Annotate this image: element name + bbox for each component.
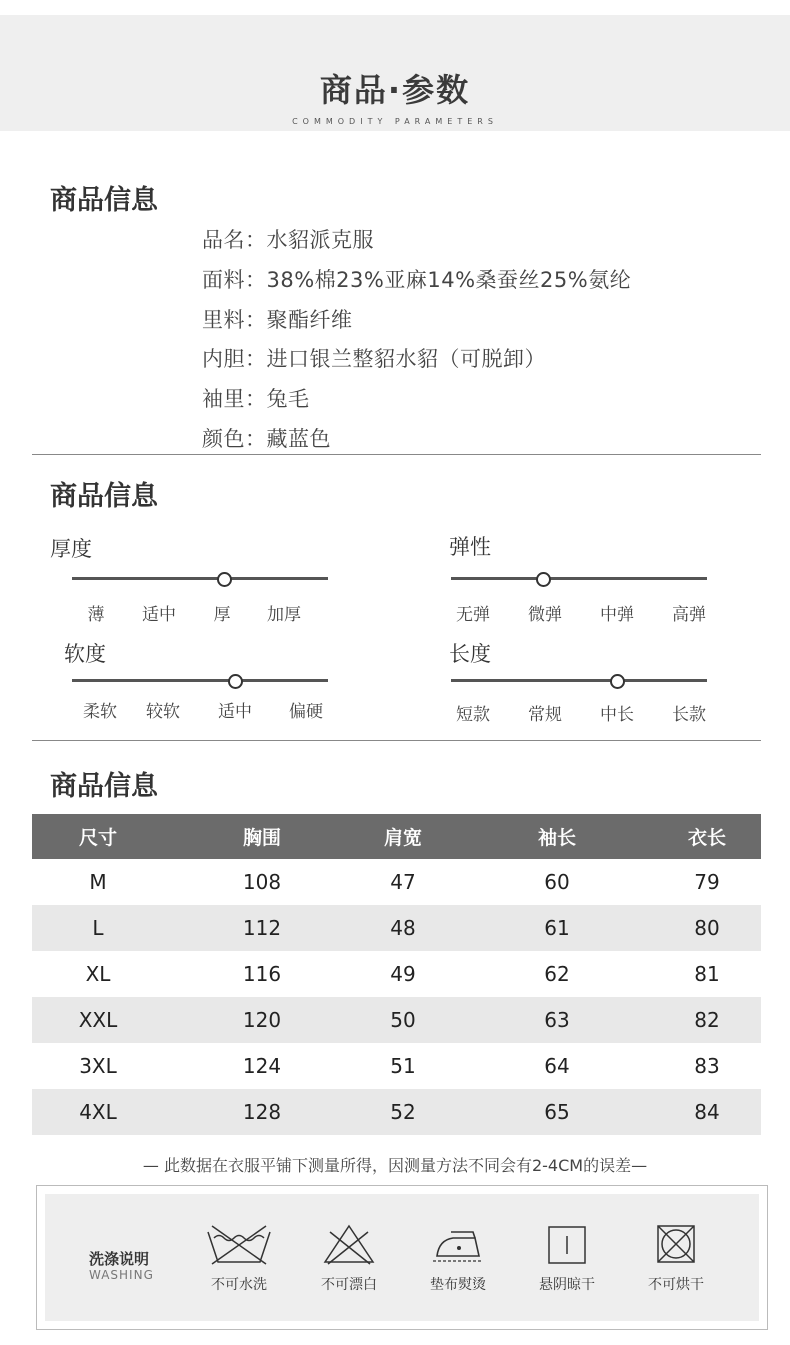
table-row	[32, 1089, 761, 1135]
thickness-option: 适中	[142, 605, 176, 625]
washing-panel-inner	[45, 1194, 759, 1321]
thickness-option: 薄	[87, 605, 105, 625]
header-cell: 胸围	[242, 827, 281, 849]
divider	[32, 740, 761, 741]
table-cell: 65	[544, 1100, 570, 1124]
table-cell: 60	[544, 870, 570, 894]
divider	[32, 454, 761, 455]
elasticity-track	[451, 577, 707, 580]
elasticity-option: 微弹	[528, 605, 562, 625]
washing-item	[418, 1222, 498, 1294]
softness-option: 较软	[146, 702, 180, 722]
size-section-title: 商品信息	[50, 771, 158, 802]
size-table	[32, 814, 761, 1135]
measurement-note: — 此数据在衣服平铺下测量所得，因测量方法不同会有2-4CM的误差—	[142, 1156, 648, 1175]
table-cell: 120	[242, 1008, 282, 1032]
table-cell: 82	[694, 1008, 720, 1032]
info-name: 品名：水貂派克服	[202, 228, 374, 252]
table-header-row	[32, 814, 761, 859]
table-row	[32, 859, 761, 905]
table-cell: 3XL	[79, 1054, 117, 1078]
header-title: 商品·参数	[319, 71, 471, 109]
hang-dry-shade-icon	[532, 1222, 602, 1266]
washing-label: 不可漂白	[321, 1277, 377, 1293]
table-cell: 4XL	[79, 1100, 117, 1124]
softness-option: 柔软	[83, 702, 117, 722]
table-cell: 112	[242, 916, 282, 940]
header-cell: 尺寸	[78, 827, 117, 849]
table-cell: 116	[242, 962, 282, 986]
washing-label: 垫布熨烫	[430, 1277, 486, 1293]
table-cell: L	[92, 916, 104, 940]
length-option: 中长	[600, 705, 634, 725]
elasticity-option: 高弹	[672, 605, 706, 625]
table-row	[32, 997, 761, 1043]
softness-track	[72, 679, 328, 682]
table-cell: XL	[85, 962, 111, 986]
softness-option: 偏硬	[289, 702, 323, 722]
table-cell: 62	[544, 962, 570, 986]
iron-with-cloth-icon	[423, 1222, 493, 1266]
info-inner-liner: 内胆：进口银兰整貂水貂（可脱卸）	[202, 347, 546, 371]
table-row	[32, 1043, 761, 1089]
header-subtitle: COMMODITY PARAMETERS	[292, 117, 498, 126]
length-knob	[610, 674, 625, 689]
table-cell: 49	[390, 962, 416, 986]
length-option: 短款	[456, 705, 490, 725]
length-option: 长款	[672, 705, 706, 725]
no-tumble-dry-icon	[641, 1222, 711, 1266]
table-cell: 52	[390, 1100, 416, 1124]
table-cell: 51	[390, 1054, 416, 1078]
table-cell: 124	[242, 1054, 282, 1078]
softness-option: 适中	[218, 702, 252, 722]
washing-item	[309, 1222, 389, 1294]
washing-label: 不可烘干	[648, 1277, 704, 1293]
thickness-knob	[217, 572, 232, 587]
elasticity-option: 无弹	[456, 605, 490, 625]
table-cell: 64	[544, 1054, 570, 1078]
table-cell: 47	[390, 870, 416, 894]
elasticity-option: 中弹	[600, 605, 634, 625]
table-cell: XXL	[78, 1008, 118, 1032]
table-cell: 128	[242, 1100, 282, 1124]
washing-panel	[36, 1185, 768, 1330]
table-cell: 83	[694, 1054, 720, 1078]
softness-label: 软度	[64, 642, 106, 666]
thickness-option: 厚	[213, 605, 231, 625]
table-cell: 108	[242, 870, 282, 894]
washing-item	[199, 1222, 279, 1294]
header-cell: 衣长	[687, 827, 726, 849]
table-cell: 61	[544, 916, 570, 940]
page-header	[0, 15, 790, 131]
length-track	[451, 679, 707, 682]
washing-title: 洗涤说明	[89, 1250, 150, 1268]
washing-item	[527, 1222, 607, 1294]
length-option: 常规	[528, 705, 562, 725]
table-cell: 50	[390, 1008, 416, 1032]
thickness-option: 加厚	[267, 605, 301, 625]
no-wash-icon	[204, 1222, 274, 1266]
washing-subtitle: WASHING	[89, 1268, 154, 1282]
no-bleach-icon	[314, 1222, 384, 1266]
elasticity-knob	[536, 572, 551, 587]
header-cell: 袖长	[537, 827, 576, 849]
info-lining: 里料：聚酯纤维	[202, 308, 353, 332]
washing-label: 不可水洗	[211, 1277, 267, 1293]
info-sleeve-lining: 袖里：兔毛	[202, 387, 310, 411]
table-cell: 79	[694, 870, 720, 894]
table-cell: 81	[694, 962, 720, 986]
softness-knob	[228, 674, 243, 689]
table-cell: 48	[390, 916, 416, 940]
table-row	[32, 905, 761, 951]
washing-label: 悬阴晾干	[539, 1277, 595, 1293]
info-color: 颜色：藏蓝色	[202, 427, 331, 451]
info-section-title: 商品信息	[50, 185, 158, 216]
table-cell: M	[89, 870, 107, 894]
thickness-track	[72, 577, 328, 580]
table-cell: 80	[694, 916, 720, 940]
elasticity-label: 弹性	[449, 535, 491, 559]
info-fabric: 面料：38%棉23%亚麻14%桑蚕丝25%氨纶	[202, 268, 632, 292]
length-label: 长度	[449, 642, 491, 666]
attributes-section-title: 商品信息	[50, 481, 158, 512]
header-cell: 肩宽	[383, 827, 422, 849]
table-cell: 84	[694, 1100, 720, 1124]
thickness-label: 厚度	[50, 537, 92, 561]
washing-item	[636, 1222, 716, 1294]
table-cell: 63	[544, 1008, 570, 1032]
table-row	[32, 951, 761, 997]
